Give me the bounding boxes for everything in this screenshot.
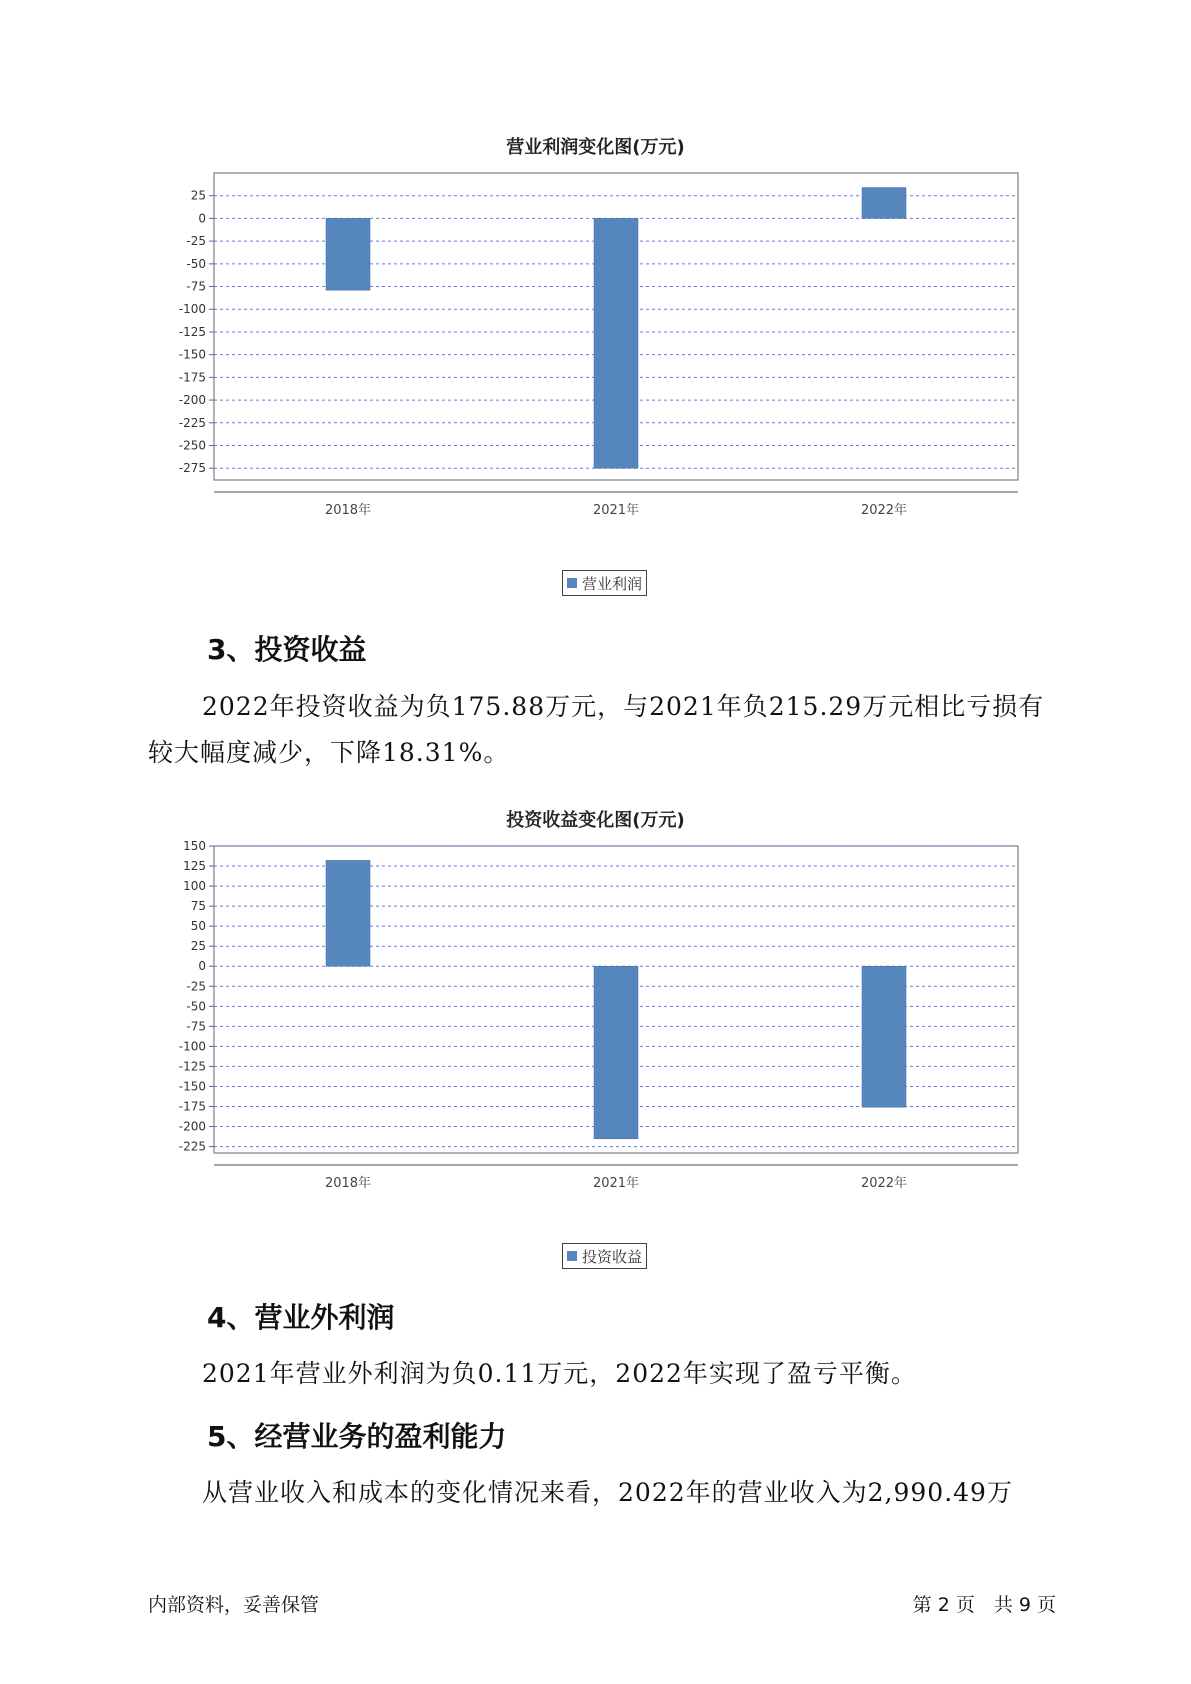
y-tick-label: -100 — [178, 1039, 206, 1054]
investment-income-legend — [562, 1243, 647, 1269]
x-tick-label: 2021年 — [592, 503, 640, 518]
y-tick-label: 0 — [198, 211, 206, 226]
y-tick-label: -250 — [178, 438, 206, 453]
section-5-paragraph — [148, 1470, 1048, 1516]
y-tick-label: -225 — [178, 415, 206, 430]
x-tick-label: 2018年 — [324, 1176, 372, 1191]
y-tick-label: -200 — [178, 393, 206, 408]
legend-swatch-icon — [567, 578, 577, 588]
footer-page-number: 第 2 页 共 9 页 — [912, 1594, 1056, 1616]
bar-1 — [326, 860, 370, 966]
legend-label: 投资收益 — [582, 1247, 643, 1266]
legend-label: 营业利润 — [582, 574, 643, 593]
section-3-line-2: 较大幅度减少，下降18.31%。 — [148, 738, 510, 767]
x-tick-label: 2022年 — [860, 1176, 908, 1191]
x-tick-label: 2022年 — [860, 503, 908, 518]
section-3-heading: 3、投资收益 — [207, 633, 367, 666]
bar-2 — [594, 966, 638, 1139]
y-tick-label: -75 — [186, 279, 206, 294]
operating-profit-legend — [562, 570, 647, 596]
section-5-line-1: 从营业收入和成本的变化情况来看，2022年的营业收入为2,990.49万 — [202, 1478, 1013, 1507]
y-tick-label: -150 — [178, 1079, 206, 1094]
bar-3 — [862, 966, 906, 1107]
y-tick-label: -50 — [186, 256, 206, 271]
y-tick-label: 75 — [190, 899, 206, 914]
y-tick-label: -200 — [178, 1119, 206, 1134]
x-tick-label: 2018年 — [324, 503, 372, 518]
investment-income-chart-title: 投资收益变化图(万元) — [506, 810, 685, 831]
y-tick-label: -175 — [178, 1099, 206, 1114]
y-tick-label: -275 — [178, 461, 206, 476]
y-tick-label: 25 — [190, 939, 206, 954]
y-tick-label: 25 — [190, 188, 206, 203]
bar-3 — [862, 188, 906, 219]
y-tick-label: -25 — [186, 234, 206, 249]
section-3-paragraph — [148, 684, 1048, 776]
y-tick-label: 50 — [190, 919, 206, 934]
y-tick-label: -50 — [186, 999, 206, 1014]
section-4-paragraph — [148, 1351, 1048, 1397]
footer-confidential-note: 内部资料，妥善保管 — [148, 1594, 320, 1616]
section-3-line-1: 2022年投资收益为负175.88万元，与2021年负215.29万元相比亏损有 — [202, 692, 1045, 721]
y-tick-label: -150 — [178, 347, 206, 362]
y-tick-label: -75 — [186, 1019, 206, 1034]
y-tick-label: 100 — [183, 879, 206, 894]
bar-1 — [326, 218, 370, 290]
y-tick-label: -100 — [178, 302, 206, 317]
y-tick-label: 150 — [183, 839, 206, 853]
y-tick-label: 125 — [183, 859, 206, 874]
y-tick-label: -175 — [178, 370, 206, 385]
legend-swatch-icon — [567, 1251, 577, 1261]
operating-profit-chart-title: 营业利润变化图(万元) — [506, 137, 685, 158]
y-tick-label: 0 — [198, 959, 206, 974]
y-tick-label: -125 — [178, 324, 206, 339]
x-tick-label: 2021年 — [592, 1176, 640, 1191]
section-5-heading: 5、经营业务的盈利能力 — [207, 1420, 507, 1453]
y-tick-label: -25 — [186, 979, 206, 994]
y-tick-label: -125 — [178, 1059, 206, 1074]
bar-2 — [594, 218, 638, 468]
investment-income-chart — [150, 838, 1030, 1208]
y-tick-label: -225 — [178, 1139, 206, 1154]
section-4-heading: 4、营业外利润 — [207, 1301, 395, 1334]
operating-profit-chart — [150, 165, 1030, 535]
section-4-line-1: 2021年营业外利润为负0.11万元，2022年实现了盈亏平衡。 — [202, 1359, 917, 1388]
